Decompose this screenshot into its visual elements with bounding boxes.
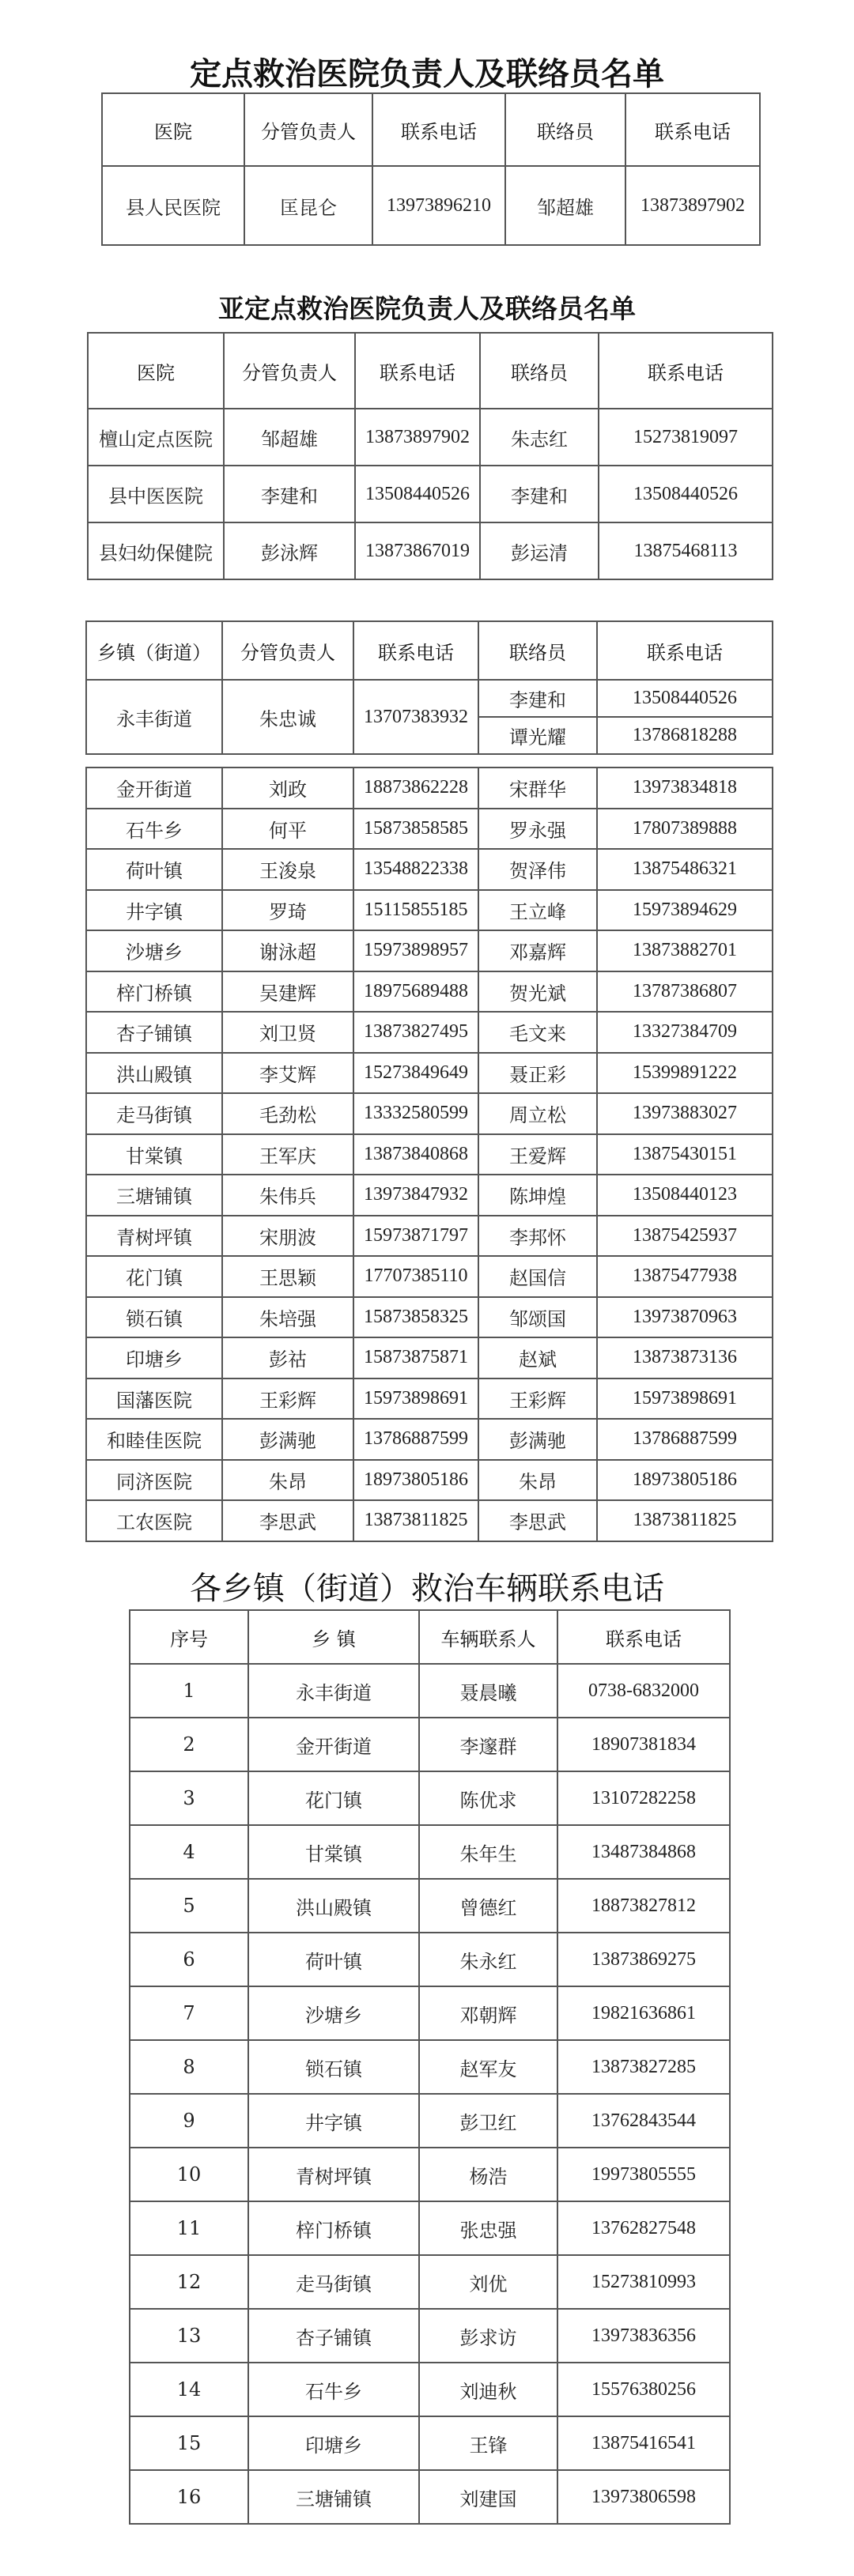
liaison-phone: 13787386807 (597, 971, 773, 1013)
sub-designated-hospital-title: 亚定点救治医院负责人及联络员名单 (218, 293, 636, 324)
liaison-phone: 15273819097 (599, 409, 773, 466)
leader-name: 王彩辉 (222, 1379, 353, 1420)
liaison-name: 邹超雄 (505, 166, 625, 245)
leader-phone: 17707385110 (353, 1256, 478, 1297)
table-row (130, 1718, 730, 1771)
liaison-name: 彭运清 (480, 522, 599, 579)
row-index: 6 (130, 1933, 248, 1986)
row-index: 12 (130, 2255, 248, 2309)
contact-phone: 15273810993 (557, 2255, 730, 2309)
town-name: 锁石镇 (248, 2040, 419, 2094)
contact-phone: 15576380256 (557, 2363, 730, 2416)
town-name: 锁石镇 (86, 1297, 222, 1338)
liaison-phone: 13875486321 (597, 849, 773, 890)
town-name: 沙塘乡 (248, 1986, 419, 2040)
liaison-name: 赵国信 (478, 1256, 597, 1297)
table-row (86, 809, 773, 850)
vehicle-contact-name: 聂晨曦 (419, 1664, 557, 1718)
vehicle-contact-name: 朱年生 (419, 1825, 557, 1879)
header-contact-phone: 联系电话 (557, 1610, 730, 1664)
town-contact-table-continued (85, 767, 773, 1542)
contact-phone: 0738-6832000 (557, 1664, 730, 1718)
header-phone: 联系电话 (353, 621, 478, 680)
header-leader: 分管负责人 (244, 93, 372, 166)
leader-name: 谢泳超 (222, 930, 353, 971)
table-row (86, 1093, 773, 1134)
vehicle-contact-name: 张忠强 (419, 2201, 557, 2255)
row-index: 2 (130, 1718, 248, 1771)
hospital-name: 县妇幼保健院 (88, 522, 224, 579)
header-vehicle-contact: 车辆联系人 (419, 1610, 557, 1664)
town-name: 印塘乡 (86, 1337, 222, 1379)
vehicle-contact-name: 朱永红 (419, 1933, 557, 1986)
town-name: 走马街镇 (86, 1093, 222, 1134)
town-name: 三塘铺镇 (248, 2470, 419, 2524)
contact-phone: 18907381834 (557, 1718, 730, 1771)
leader-name: 李思武 (222, 1500, 353, 1541)
liaison-name: 贺光斌 (478, 971, 597, 1013)
leader-phone: 15973898957 (353, 930, 478, 971)
town-rows (86, 768, 773, 1541)
liaison-phone: 13973870963 (597, 1297, 773, 1338)
town-name: 洪山殿镇 (86, 1053, 222, 1094)
leader-name: 宋朋波 (222, 1216, 353, 1257)
contact-phone: 13873827285 (557, 2040, 730, 2094)
vehicle-contact-name: 陈优求 (419, 1771, 557, 1825)
leader-name: 毛劲松 (222, 1093, 353, 1134)
liaison-name: 聂正彩 (478, 1053, 597, 1094)
leader-name: 朱伟兵 (222, 1175, 353, 1216)
row-index: 11 (130, 2201, 248, 2255)
table-row (130, 2255, 730, 2309)
liaison-phone: 13973883027 (597, 1093, 773, 1134)
leader-name: 彭满驰 (222, 1419, 353, 1460)
leader-phone: 15973871797 (353, 1216, 478, 1257)
town-name: 梓门桥镇 (86, 971, 222, 1013)
liaison-name: 赵斌 (478, 1337, 597, 1379)
row-index: 10 (130, 2148, 248, 2201)
vehicle-contact-name: 曾德红 (419, 1879, 557, 1933)
town-name: 和睦佳医院 (86, 1419, 222, 1460)
table-row (86, 890, 773, 931)
row-index: 13 (130, 2309, 248, 2363)
leader-name: 朱培强 (222, 1297, 353, 1338)
leader-phone: 13873811825 (353, 1500, 478, 1541)
liaison-phone: 13786818288 (597, 717, 773, 754)
row-index: 3 (130, 1771, 248, 1825)
table-row (86, 1175, 773, 1216)
leader-phone: 18873862228 (353, 768, 478, 809)
table-row (86, 1256, 773, 1297)
town-name: 杏子铺镇 (248, 2309, 419, 2363)
contact-phone: 13487384868 (557, 1825, 730, 1879)
contact-phone: 13875416541 (557, 2416, 730, 2470)
leader-name: 王浚泉 (222, 849, 353, 890)
liaison-name: 李思武 (478, 1500, 597, 1541)
town-name: 永丰街道 (86, 680, 222, 754)
town-name: 金开街道 (86, 768, 222, 809)
liaison-name: 王立峰 (478, 890, 597, 931)
header-hospital: 医院 (88, 333, 224, 409)
vehicle-contact-name: 刘建国 (419, 2470, 557, 2524)
leader-phone: 13873840868 (353, 1134, 478, 1175)
leader-name: 李建和 (224, 466, 355, 522)
vehicle-contact-name: 彭卫红 (419, 2094, 557, 2148)
vehicle-rows (130, 1664, 730, 2524)
town-name: 荷叶镇 (86, 849, 222, 890)
liaison-phone: 13875468113 (599, 522, 773, 579)
town-contact-table (85, 620, 773, 755)
liaison-name: 邹颂国 (478, 1297, 597, 1338)
contact-phone: 18873827812 (557, 1879, 730, 1933)
liaison-name: 朱昂 (478, 1460, 597, 1501)
leader-phone: 13508440526 (355, 466, 480, 522)
leader-phone: 15873875871 (353, 1337, 478, 1379)
table-row (86, 971, 773, 1013)
town-name: 井字镇 (86, 890, 222, 931)
liaison-name: 周立松 (478, 1093, 597, 1134)
vehicle-contact-name: 赵军友 (419, 2040, 557, 2094)
town-name: 花门镇 (248, 1771, 419, 1825)
leader-phone: 13786887599 (353, 1419, 478, 1460)
leader-phone: 13873897902 (355, 409, 480, 466)
sub-designated-hospital-table (87, 332, 773, 580)
liaison-name: 邓嘉辉 (478, 930, 597, 971)
leader-name: 王军庆 (222, 1134, 353, 1175)
table-row (130, 2363, 730, 2416)
row-index: 9 (130, 2094, 248, 2148)
leader-name: 彭祜 (222, 1337, 353, 1379)
row-index: 14 (130, 2363, 248, 2416)
table-row (130, 2094, 730, 2148)
table-row (86, 1460, 773, 1501)
vehicle-contact-name: 王锋 (419, 2416, 557, 2470)
designated-hospital-title: 定点救治医院负责人及联络员名单 (190, 55, 664, 92)
table-row (86, 1297, 773, 1338)
table-row (130, 2309, 730, 2363)
liaison-phone: 13875430151 (597, 1134, 773, 1175)
town-name: 同济医院 (86, 1460, 222, 1501)
leader-phone: 13873867019 (355, 522, 480, 579)
leader-phone: 18975689488 (353, 971, 478, 1013)
leader-name: 刘政 (222, 768, 353, 809)
liaison-phone: 13508440123 (597, 1175, 773, 1216)
hospital-name: 檀山定点医院 (88, 409, 224, 466)
vehicle-contact-title: 各乡镇（街道）救治车辆联系电话 (190, 1571, 664, 1607)
contact-phone: 13107282258 (557, 1771, 730, 1825)
town-name: 金开街道 (248, 1718, 419, 1771)
town-name: 甘棠镇 (248, 1825, 419, 1879)
leader-phone: 13973847932 (353, 1175, 478, 1216)
liaison-name: 罗永强 (478, 809, 597, 850)
leader-phone: 15273849649 (353, 1053, 478, 1094)
contact-phone: 13762827548 (557, 2201, 730, 2255)
town-name: 走马街镇 (248, 2255, 419, 2309)
table-row (130, 2040, 730, 2094)
town-name: 青树坪镇 (248, 2148, 419, 2201)
table-row (130, 2416, 730, 2470)
contact-phone: 13873869275 (557, 1933, 730, 1986)
liaison-name: 李建和 (480, 466, 599, 522)
table-row (86, 1500, 773, 1541)
table-row (130, 2470, 730, 2524)
town-name: 石牛乡 (248, 2363, 419, 2416)
liaison-phone: 13786887599 (597, 1419, 773, 1460)
table-row (86, 1216, 773, 1257)
hospital-name: 县中医医院 (88, 466, 224, 522)
header-hospital: 医院 (102, 93, 244, 166)
contact-phone: 13973836356 (557, 2309, 730, 2363)
town-name: 国藩医院 (86, 1379, 222, 1420)
vehicle-contact-name: 刘迪秋 (419, 2363, 557, 2416)
table-row (130, 1771, 730, 1825)
row-index: 4 (130, 1825, 248, 1879)
leader-name: 李艾辉 (222, 1053, 353, 1094)
table-row (86, 1134, 773, 1175)
leader-name: 匡昆仑 (244, 166, 372, 245)
liaison-phone: 13875425937 (597, 1216, 773, 1257)
header-leader: 分管负责人 (222, 621, 353, 680)
header-phone: 联系电话 (372, 93, 505, 166)
header-town: 乡镇（街道） (86, 621, 222, 680)
header-liaison: 联络员 (505, 93, 625, 166)
table-row (102, 166, 760, 245)
designated-hospital-table (101, 92, 761, 246)
header-index: 序号 (130, 1610, 248, 1664)
header-liaison: 联络员 (480, 333, 599, 409)
liaison-phone: 13973834818 (597, 768, 773, 809)
row-index: 15 (130, 2416, 248, 2470)
leader-phone: 13973896210 (372, 166, 505, 245)
row-index: 8 (130, 2040, 248, 2094)
town-name: 梓门桥镇 (248, 2201, 419, 2255)
liaison-phone: 15973894629 (597, 890, 773, 931)
table-row (86, 1053, 773, 1094)
town-name: 洪山殿镇 (248, 1879, 419, 1933)
town-name: 印塘乡 (248, 2416, 419, 2470)
header-liaison-phone: 联系电话 (625, 93, 760, 166)
table-row (88, 466, 773, 522)
table-row (86, 849, 773, 890)
town-name: 石牛乡 (86, 809, 222, 850)
table-row (86, 1012, 773, 1053)
vehicle-contact-name: 刘优 (419, 2255, 557, 2309)
table-row (130, 1879, 730, 1933)
contact-phone: 19821636861 (557, 1986, 730, 2040)
table-row (130, 1664, 730, 1718)
vehicle-contact-name: 邓朝辉 (419, 1986, 557, 2040)
table-row (88, 522, 773, 579)
town-name: 杏子铺镇 (86, 1012, 222, 1053)
row-index: 5 (130, 1879, 248, 1933)
leader-phone: 13873827495 (353, 1012, 478, 1053)
table-row (88, 409, 773, 466)
town-name: 三塘铺镇 (86, 1175, 222, 1216)
leader-name: 何平 (222, 809, 353, 850)
header-liaison-phone: 联系电话 (599, 333, 773, 409)
contact-phone: 13762843544 (557, 2094, 730, 2148)
header-liaison: 联络员 (478, 621, 597, 680)
liaison-phone: 17807389888 (597, 809, 773, 850)
town-name: 荷叶镇 (248, 1933, 419, 1986)
leader-phone: 15973898691 (353, 1379, 478, 1420)
liaison-name: 朱志红 (480, 409, 599, 466)
leader-name: 邹超雄 (224, 409, 355, 466)
vehicle-contact-name: 李邃群 (419, 1718, 557, 1771)
liaison-phone: 13327384709 (597, 1012, 773, 1053)
leader-name: 朱忠诚 (222, 680, 353, 754)
liaison-phone: 13873811825 (597, 1500, 773, 1541)
table-row (130, 1933, 730, 1986)
town-name: 工农医院 (86, 1500, 222, 1541)
sub-designated-rows (88, 409, 773, 579)
liaison-phone: 13508440526 (597, 680, 773, 717)
town-name: 永丰街道 (248, 1664, 419, 1718)
table-row (130, 2148, 730, 2201)
leader-name: 彭泳辉 (224, 522, 355, 579)
contact-phone: 19973805555 (557, 2148, 730, 2201)
liaison-name: 陈坤煌 (478, 1175, 597, 1216)
table-row (86, 1419, 773, 1460)
row-index: 1 (130, 1664, 248, 1718)
liaison-phone: 15399891222 (597, 1053, 773, 1094)
vehicle-contact-table (129, 1609, 731, 2525)
table-row (130, 1986, 730, 2040)
liaison-name: 贺泽伟 (478, 849, 597, 890)
row-index: 16 (130, 2470, 248, 2524)
leader-name: 罗琦 (222, 890, 353, 931)
liaison-name: 彭满驰 (478, 1419, 597, 1460)
town-name: 青树坪镇 (86, 1216, 222, 1257)
vehicle-contact-name: 彭求访 (419, 2309, 557, 2363)
leader-phone: 13548822338 (353, 849, 478, 890)
liaison-phone: 13873873136 (597, 1337, 773, 1379)
leader-phone: 15873858585 (353, 809, 478, 850)
liaison-phone: 13873897902 (625, 166, 760, 245)
table-row (86, 768, 773, 809)
header-town: 乡 镇 (248, 1610, 419, 1664)
leader-phone: 13332580599 (353, 1093, 478, 1134)
leader-phone: 13707383932 (353, 680, 478, 754)
table-row (86, 1379, 773, 1420)
table-row (86, 930, 773, 971)
leader-name: 王思颖 (222, 1256, 353, 1297)
town-name: 井字镇 (248, 2094, 419, 2148)
table-row (86, 680, 773, 717)
vehicle-contact-name: 杨浩 (419, 2148, 557, 2201)
table-row (130, 1825, 730, 1879)
hospital-name: 县人民医院 (102, 166, 244, 245)
table-row (86, 1337, 773, 1379)
liaison-name: 宋群华 (478, 768, 597, 809)
liaison-phone: 13873882701 (597, 930, 773, 971)
leader-phone: 18973805186 (353, 1460, 478, 1501)
liaison-name: 王爱辉 (478, 1134, 597, 1175)
leader-name: 吴建辉 (222, 971, 353, 1013)
liaison-phone: 13875477938 (597, 1256, 773, 1297)
liaison-name: 毛文来 (478, 1012, 597, 1053)
leader-phone: 15873858325 (353, 1297, 478, 1338)
row-index: 7 (130, 1986, 248, 2040)
liaison-phone: 18973805186 (597, 1460, 773, 1501)
town-name: 花门镇 (86, 1256, 222, 1297)
header-liaison-phone: 联系电话 (597, 621, 773, 680)
town-name: 甘棠镇 (86, 1134, 222, 1175)
leader-name: 刘卫贤 (222, 1012, 353, 1053)
liaison-name: 王彩辉 (478, 1379, 597, 1420)
leader-name: 朱昂 (222, 1460, 353, 1501)
liaison-phone: 15973898691 (597, 1379, 773, 1420)
leader-phone: 15115855185 (353, 890, 478, 931)
header-phone: 联系电话 (355, 333, 480, 409)
liaison-phone: 13508440526 (599, 466, 773, 522)
header-leader: 分管负责人 (224, 333, 355, 409)
contact-phone: 13973806598 (557, 2470, 730, 2524)
table-row (130, 2201, 730, 2255)
liaison-name: 李建和 (478, 680, 597, 717)
town-name: 沙塘乡 (86, 930, 222, 971)
liaison-name: 谭光耀 (478, 717, 597, 754)
liaison-name: 李邦怀 (478, 1216, 597, 1257)
